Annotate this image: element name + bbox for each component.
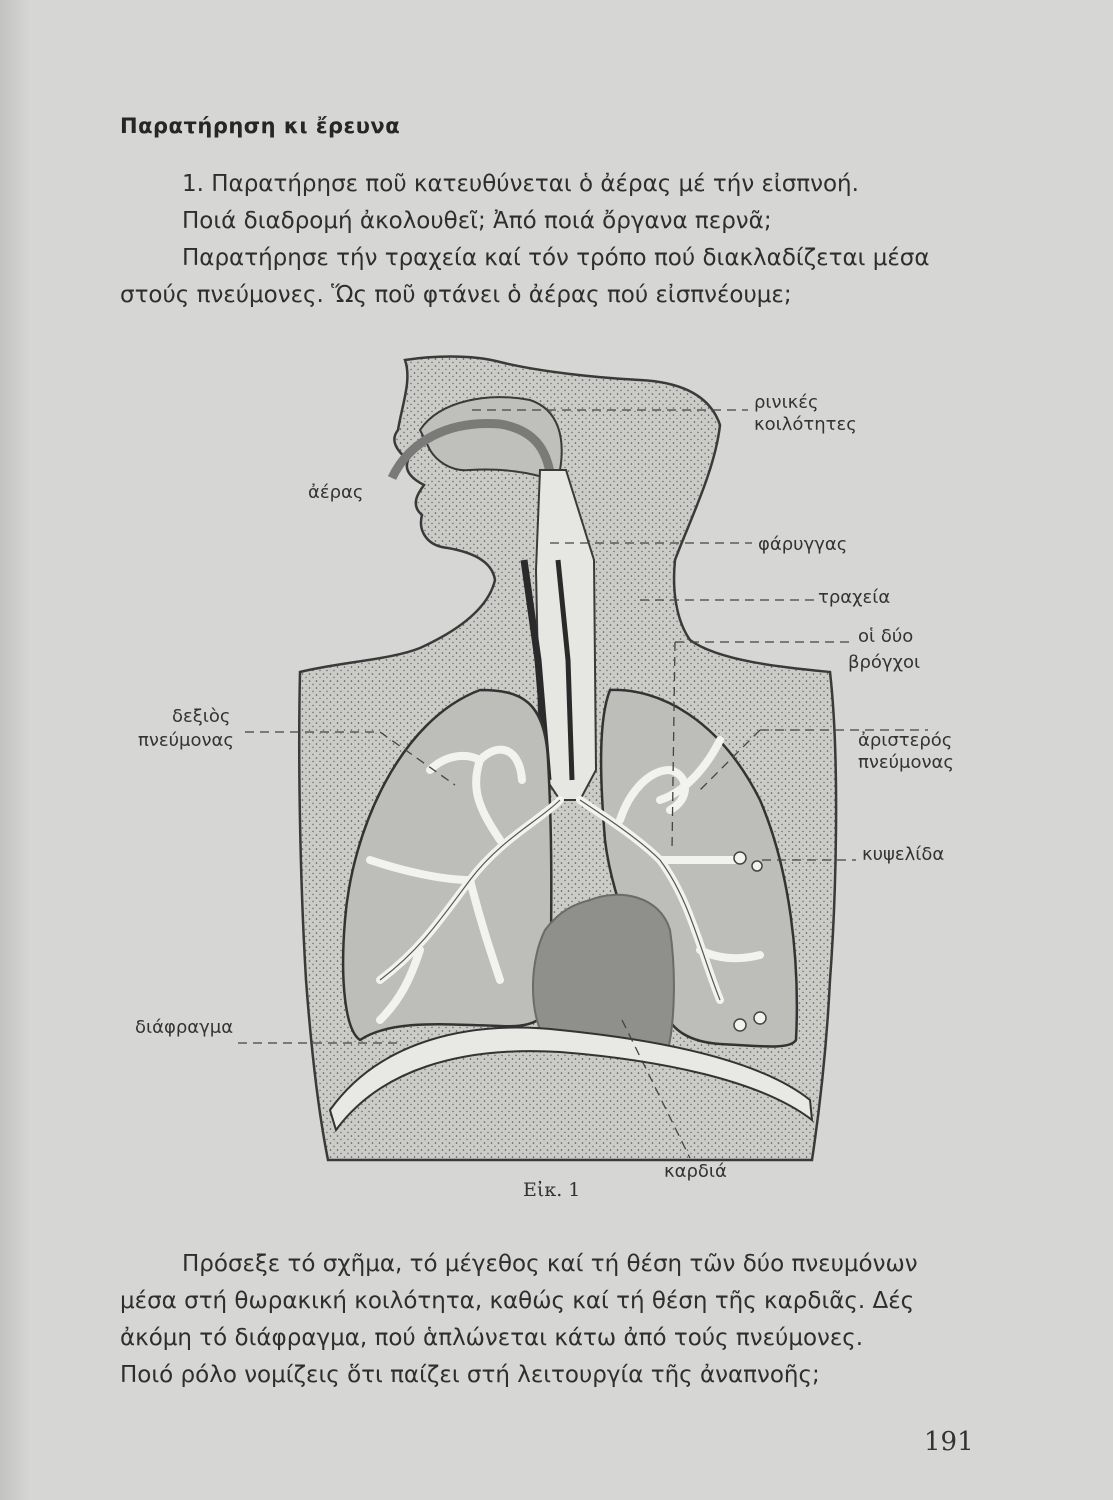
outro-line: ἀκόμη τό διάφραγμα, πού ἁπλώνεται κάτω ἀπό τούς πνεύμονες. [120, 1325, 864, 1351]
section-heading: Παρατήρηση κι ἔρευνα [120, 114, 401, 138]
outro-line: Πρόσεξε τό σχῆμα, τό μέγεθος καί τή θέση τῶν δύο πνευμόνων [182, 1251, 918, 1277]
intro-line: στούς πνεύμονες. Ὥς ποῦ φτάνει ὁ ἀέρας πού εἰσπνέουμε; [120, 282, 792, 308]
label-left-lung: πνεύμονας [858, 752, 954, 773]
label-bronchi: οἱ δύο [858, 626, 914, 647]
label-bronchi: βρόγχοι [848, 652, 921, 673]
outro-paragraph [120, 1246, 990, 1394]
intro-line: Παρατήρησε τήν τραχεία καί τόν τρόπο πού διακλαδίζεται μέσα [182, 245, 930, 271]
outro-line: μέσα στή θωρακική κοιλότητα, καθώς καί τή θέση τῆς καρδιᾶς. Δές [120, 1288, 915, 1314]
label-left-lung: ἀριστερός [858, 730, 953, 751]
figure-caption: Εἰκ. 1 [523, 1179, 581, 1201]
page-number: 191 [924, 1427, 974, 1457]
label-right-lung: δεξιὸς [172, 706, 231, 727]
intro-line: Ποιά διαδρομή ἀκολουθεῖ; Ἀπό ποιά ὄργανα περνᾶ; [182, 208, 772, 234]
intro-line: 1. Παρατήρησε ποῦ κατευθύνεται ὁ ἀέρας μέ τήν εἰσπνοή. [182, 171, 859, 197]
label-right-lung: πνεύμονας [138, 730, 234, 751]
label-diaphragm: διάφραγμα [135, 1017, 234, 1038]
label-nasal-cavities: ρινικές [754, 392, 819, 413]
outro-line: Ποιό ρόλο νομίζεις ὅτι παίζει στή λειτουργία τῆς ἀναπνοῆς; [120, 1362, 820, 1388]
label-heart: καρδιά [664, 1161, 727, 1182]
label-alveolus: κυψελίδα [862, 844, 945, 865]
label-air: ἀέρας [308, 482, 364, 503]
label-nasal-cavities: κοιλότητες [754, 414, 857, 435]
label-trachea: τραχεία [818, 587, 891, 608]
label-pharynx: φάρυγγας [758, 534, 848, 555]
